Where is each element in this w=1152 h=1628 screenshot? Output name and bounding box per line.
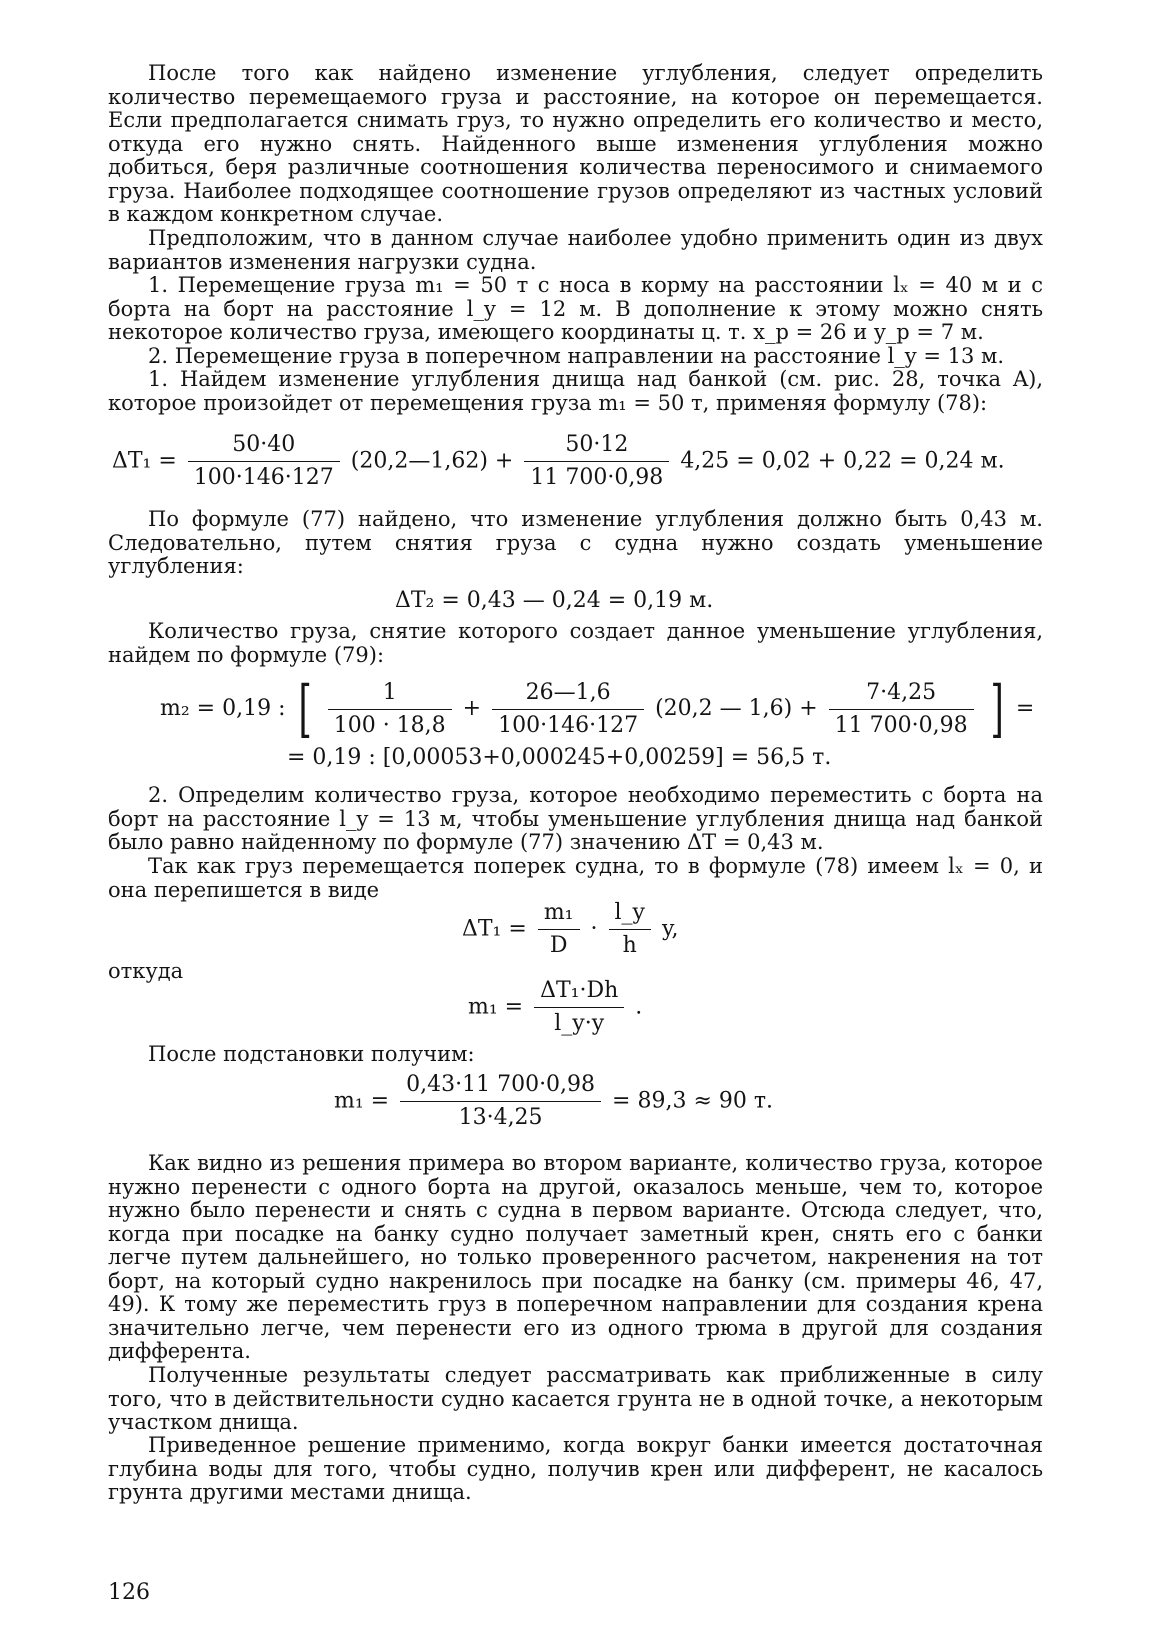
fraction: $\frac{26—1,6}{100\cdot 146\cdot 127}$: [492, 680, 644, 739]
fraction: $\frac{\text{m₁}}{D}$: [538, 900, 580, 959]
paragraph-variant-1: 1. Перемещение груза m₁ = 50 т с носа в корму на расстоянии lₓ = 40 м и с борта на борт на расстояние l_y = 12 м. В дополнение к этому можно снять некоторое количество груза, имеющего координаты ц. т. x_p = 26 и y_p = 7 м.: [108, 273, 1043, 344]
bracket-close: ]: [990, 672, 1004, 745]
paragraph-2: Предположим, что в данном случае наиболее удобно применить один из двух вариантов изменения нагрузки судна.: [108, 226, 1043, 274]
paragraph-find-2: 2. Определим количество груза, которое необходимо переместить с борта на борт на расстояние l_y = 13 м, чтобы уменьшение углубления днища над банкой было равно найденному по формуле (77) значению ΔT = 0,43 м.: [108, 783, 1043, 854]
paragraph-find-1: 1. Найдем изменение углубления днища над банкой (см. рис. 28, точка A), которое произойдет от перемещения груза m₁ = 50 т, применяя формулу (78):: [108, 367, 1043, 415]
equation-m1-result: m₁ = $\frac{0,43\cdot 11 700\cdot 0,98}{13\cdot 4,25}$ = 89,3 ≈ 90 т.: [334, 1072, 774, 1130]
paragraph-1: После того как найдено изменение углубления, следует определить количество перемещаемого груза и расстояние, на которое он перемещается. Если предполагается снимать груз, то нужно определить его количество и место, откуда его нужно снять. Найденного выше изменения углубления можно добиться, беря различные соотношения количества переносимого и снимаемого груза. Наиболее подходящее соотношение грузов определяют из частных условий в каждом конкретном случае.: [108, 61, 1043, 226]
fraction: $\frac{50\cdot 40}{100\cdot 146\cdot 127}$: [188, 432, 340, 491]
equation-delta-t2: ΔT₂ = 0,43 — 0,24 = 0,19 м.: [395, 588, 714, 613]
equation-delta-t1-general: ΔT₁ = $\frac{\text{m₁}}{D}$ · $\frac{l\_y}{h}$ y,: [462, 900, 679, 958]
equation-m2-result: = 0,19 : [0,00053+0,000245+0,00259] = 56,5 т.: [287, 745, 832, 770]
fraction: $\frac{\text{ΔT₁·Dh}}{l\_y\cdot y}$: [534, 978, 624, 1037]
bracket-open: [: [297, 672, 312, 745]
fraction: $\frac{0,43\cdot 11 700\cdot 0,98}{13\cdot 4,25}$: [400, 1072, 601, 1131]
paragraph-formula-79: Количество груза, снятие которого создает данное уменьшение углубления, найдем по формуле (79):: [108, 619, 1043, 667]
paragraph-applicability: Приведенное решение применимо, когда вокруг банки имеется достаточная глубина воды для того, чтобы судно, получив крен или дифферент, не касалось грунта другими местами днища.: [108, 1433, 1043, 1504]
fraction: $\frac{l\_y}{h}$: [609, 900, 651, 959]
fraction: $\frac{1}{100 \cdot 18,8}$: [328, 680, 452, 739]
equation-delta-t1: ΔT₁ = $\frac{50\cdot 40}{100\cdot 146\cdot 127}$ (20,2—1,62) + $\frac{50\cdot 12}{11 700\cdot 0,98}$ 4,25 = 0,02 + 0,22 = 0,24 м.: [112, 432, 1005, 490]
paragraph-substitution: После подстановки получим:: [148, 1042, 475, 1066]
paragraph-formula-77: По формуле (77) найдено, что изменение углубления должно быть 0,43 м. Следовательно, путем снятия груза с судна нужно создать уменьшение углубления:: [108, 507, 1043, 578]
paragraph-otkuda: откуда: [108, 959, 184, 983]
paragraph-conclusion: Как видно из решения примера во втором варианте, количество груза, которое нужно перенести с одного борта на другой, оказалось меньше, чем то, которое нужно было перенести и снять с судна в первом варианте. Отсюда следует, что, когда при посадке на банку судно получает заметный крен, снять его с банки легче путем дальнейшего, но только проверенного расчетом, накренения на тот борт, на который судно накренилось при посадке на банку (см. примеры 46, 47, 49). К тому же переместить груз в поперечном направлении для создания крена значительно легче, чем перенести его из одного трюма в другой для создания дифферента.: [108, 1151, 1043, 1363]
equation-m2: m₂ = 0,19 : [ $\frac{1}{100 \cdot 18,8}$ + $\frac{26—1,6}{100\cdot 146\cdot 127}$ (20,2 — 1,6) + $\frac{7\cdot 4,25}{11 700\cdot 0,98}$ ] =: [160, 672, 1035, 745]
paragraph-lx-zero: Так как груз перемещается поперек судна, то в формуле (78) имеем lₓ = 0, и она перепишется в виде: [108, 854, 1043, 902]
paragraph-variant-2: 2. Перемещение груза в поперечном направлении на расстояние l_y = 13 м.: [148, 344, 1004, 368]
fraction: $\frac{7\cdot 4,25}{11 700\cdot 0,98}$: [829, 680, 974, 739]
paragraph-approximate: Полученные результаты следует рассматривать как приближенные в силу того, что в действительности судно касается грунта не в одной точке, а некоторым участком днища.: [108, 1363, 1043, 1434]
fraction: $\frac{50\cdot 12}{11 700\cdot 0,98}$: [524, 432, 669, 491]
page-number: 126: [108, 1580, 150, 1605]
equation-m1-general: m₁ = $\frac{\text{ΔT₁·Dh}}{l\_y\cdot y}$ .: [468, 978, 643, 1036]
